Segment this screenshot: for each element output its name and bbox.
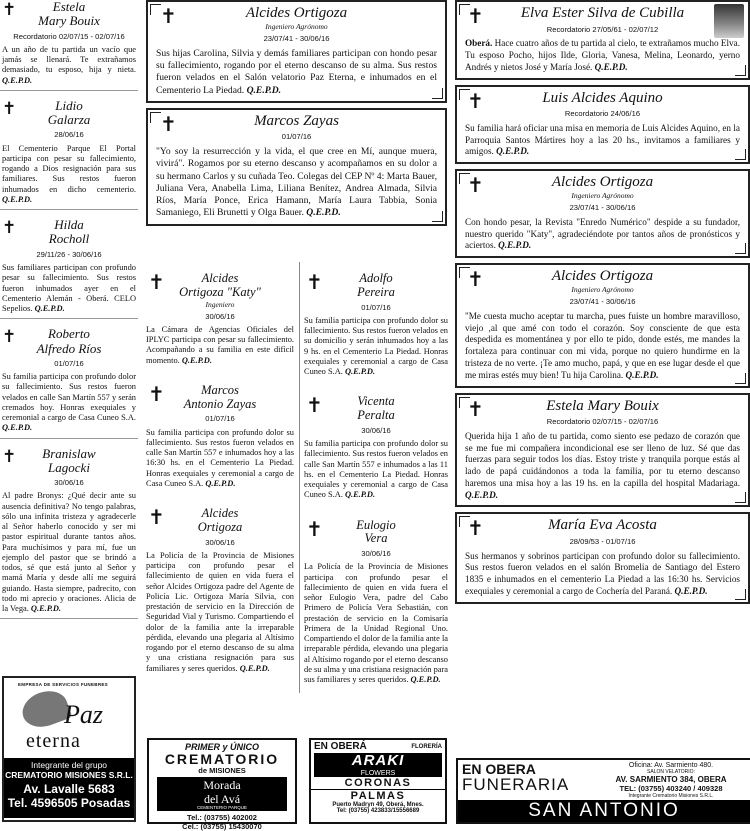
notice-date: 23/07/41 - 30/06/16 (263, 34, 330, 44)
column-right (455, 0, 750, 609)
notice-text (465, 217, 740, 252)
araki-line-6: PALMAS (350, 789, 406, 802)
notice-body: "Yo soy la resurrección y la vida, el que cree en Mí, aunque muera, vivirá". Rogamos por su eterno descanso y acompañamos en su dolor a su hermano Carlos y su cuñada Teo. Colegas del CEP Nº 4: Marta Bauer, Juliana Vera, Anabella Lima, Liliana Benítez, Andrea Almada, Silvia Ríos, María Ponce, Erica Hamann, María Laura Tabbia, Sonia Samaniego, Eli Brunetti y Olga Bauer. (156, 146, 437, 219)
araki-line-7: Puerto Madryn 49, Oberá, Mnes. (332, 801, 424, 808)
deceased-name: Elva Ester Silva de Cubilla (520, 5, 685, 21)
notice-date: Recordatorio 02/07/15 - 02/07/16 (546, 417, 659, 427)
obituary-notice (304, 509, 448, 686)
notice-text (465, 123, 740, 158)
notice-body: Sus hijas Carolina, Silvia y demás familiares participan con hondo pesar su fallecimiento, rogando por el eterno descanso de su alma. Sus restos fueron velados en el Salón velatorio Paz Eterna, e inhumados en el Cementerio La Piedad. (156, 47, 437, 96)
paz-line-2: CREMATORIO MISIONES S.R.L. (5, 770, 133, 780)
deceased-name: Marcos Antonio Zayas (183, 382, 257, 411)
notice-text (465, 311, 740, 382)
notice-date: 29/11/26 - 30/06/16 (36, 249, 102, 259)
split-column-left (146, 262, 294, 682)
obituary-box (455, 169, 750, 258)
paz-brand-2: eterna (26, 730, 81, 752)
deceased-name: Alcides Ortigoza "Katy" (179, 271, 261, 299)
notice-body: Su familia participa con profundo dolor su fallecimiento. Sus restos fueron velados en calle San Martín 557 y serán cremados hoy. Honras exequiales y ceremonial a cargo de Casa Cuneo S.A. (2, 372, 136, 423)
cross-icon: ✝ (467, 396, 484, 421)
crem-line-7: Tel.: (03755) 402002 (187, 813, 257, 822)
notice-text (2, 263, 136, 314)
cross-icon: ✝ (467, 267, 484, 292)
notice-text (2, 45, 136, 86)
notice-body: Al padre Bronys: ¿Qué decir ante su ausencia definitiva? No tengo palabras, sólo una infinita tristeza y agradecerle al Señor haberlo conocido y ser mi pastor espiritual durante tantos años. Para muchísimos y para mí, fue un ejemplo del pastor que se brindó a todos, sé que está junto al Señor y mamá María y desde allí me seguirá guiando. Hasta siempre, padrecito, con todo mi aprecio y oraciones. Alicia de la Vega. (2, 491, 136, 614)
deceased-name: Branislaw Lagocki (42, 445, 96, 475)
cross-icon: ✝ (160, 4, 177, 28)
deceased-name: Hilda Rocholl (48, 217, 90, 247)
sa-office: Oficina: Av. Sarmiento 480. (628, 762, 714, 769)
obituary-box (146, 0, 447, 103)
notice-date: 01/07/16 (205, 414, 235, 424)
paz-tagline: EMPRESA DE SERVICIOS FUNEBRES (18, 682, 108, 687)
obituary-notice (304, 385, 448, 500)
notice-text (465, 551, 740, 598)
obituary-notice (304, 262, 448, 377)
notice-body: Con hondo pesar, la Revista "Enredo Numérico" despide a su fundador, nuestro querido "Katy", agradeciéndote por tantos años de pronósticos y aciertos. (465, 216, 740, 251)
notice-text (156, 48, 437, 97)
column-middle (146, 0, 447, 231)
sa-line-2: FUNERARIA (462, 775, 570, 794)
notice-date: 28/09/53 - 01/07/16 (569, 536, 636, 546)
notice-body: "Me cuesta mucho aceptar tu marcha, pues fuiste un hombre maravilloso, viejo ,al que amé con todo el corazón. Soy consciente de que esta despedida es momentánea y por ello te pido, donde estés, me mandes la fortaleza para continuar con mi vida, porque no quiero hundirme en la tristeza de no verte. ¡Te amo mucho, papá, y que en ese lugar desde el que me miras estés muy bien! Tu hija Carolina. (465, 310, 740, 380)
crem-line-1: PRIMER y ÚNICO (184, 742, 259, 752)
cross-icon: ✝ (148, 270, 165, 294)
notice-text (304, 439, 448, 501)
deceased-title: Ingeniero (205, 299, 235, 309)
column-left (0, 0, 138, 623)
portrait-photo (714, 4, 744, 38)
notice-body: La Cámara de Agencias Oficiales del IPLYC participa con pesar su fallecimiento. Acompañando a su familia en este difícil momento. (146, 324, 294, 365)
notice-text (465, 431, 740, 502)
notice-text (2, 372, 136, 434)
cross-icon: ✝ (467, 516, 484, 541)
araki-ad (309, 738, 447, 824)
deceased-name: Vicenta Peralta (357, 394, 395, 422)
deceased-title: Ingeniero Agrónomo (571, 284, 634, 294)
notice-text (465, 38, 740, 73)
crematorio-ad (147, 738, 297, 831)
crem-line-4: Morada (203, 778, 241, 792)
crem-line-8: Cel.: (03755) 15430070 (182, 822, 262, 831)
deceased-name: Estela Mary Bouix (38, 0, 100, 29)
cross-icon: ✝ (2, 327, 17, 348)
paz-eterna-ad (2, 676, 136, 822)
deceased-name: Estela Mary Bouix (546, 397, 659, 414)
notice-text (146, 551, 294, 674)
notice-text (2, 144, 136, 206)
qepd-tag: Q.E.P.D. (2, 75, 33, 85)
notice-date: 30/06/16 (361, 549, 391, 558)
notice-text (146, 325, 294, 366)
notice-date: 01/07/16 (54, 358, 84, 368)
obituary-notice (0, 323, 138, 438)
deceased-name: Luis Alcides Aquino (542, 89, 663, 106)
qepd-tag: Q.E.P.D. (625, 369, 659, 380)
notice-date: 30/06/16 (54, 478, 84, 488)
cross-icon: ✝ (2, 218, 17, 239)
sa-line-3: SAN ANTONIO (458, 800, 750, 822)
deceased-name: Eulogio Vera (356, 517, 396, 546)
notice-text (304, 316, 448, 378)
deceased-name: Roberto Alfredo Ríos (36, 326, 102, 356)
sa-line-1: EN OBERA (462, 761, 536, 777)
notice-lead: Oberá. (465, 38, 493, 49)
notice-date: 23/07/41 - 30/06/16 (569, 203, 636, 213)
qepd-tag: Q.E.P.D. (2, 423, 33, 433)
cross-icon: ✝ (2, 446, 17, 467)
crem-line-5: del Avá (203, 792, 241, 806)
qepd-tag: Q.E.P.D. (496, 146, 530, 157)
notice-body: Su familia participa con profundo dolor su fallecimiento. Sus restos fueron velados en calle San Martín 557 e inhumados hoy a las 16:30 hs. en el Cementerio La Piedad. Honras exequiales y ceremonial a cargo de Casa Cuneo S.A. (146, 427, 294, 488)
qepd-tag: Q.E.P.D. (498, 240, 532, 251)
deceased-name: Alcides Ortigoza (551, 174, 654, 191)
qepd-tag: Q.E.P.D. (34, 304, 65, 314)
notice-body: Hace cuatro años de tu partida al cielo, te extrañamos mucho Elva. Tu esposo Pocho, hijos Ilde, Gloria, Vanesa, Melina, Leonardo, yerno Andrés y nietos José y María José. (465, 38, 741, 72)
notice-text (146, 428, 294, 490)
qepd-tag: Q.E.P.D. (239, 663, 270, 673)
sa-address: AV. SARMIENTO 384, OBERA (615, 775, 727, 784)
notice-body: El Cementerio Parque El Portal participa con pesar su fallecimiento, rogando a Dios resignación para sus familiares. Sus restos fueron inhumados en dicho cementerio. (2, 143, 136, 194)
crem-line-6: CEMENTERIO PARQUE (197, 805, 247, 810)
obituary-box (455, 263, 750, 387)
obituary-notice (0, 443, 138, 620)
qepd-tag: Q.E.P.D. (344, 367, 376, 376)
qepd-tag: Q.E.P.D. (246, 84, 282, 96)
notice-body: Su familia participa con profundo dolor su fallecimiento. Sus restos fueron velados en su domicilio y serán inhumados hoy a las 9 hs. en el Cementerio La Piedad. Honras exequiales y ceremonial a cargo de Casa Cuneo S.A. (304, 315, 448, 376)
obituary-box (455, 0, 750, 80)
obituary-notice (146, 262, 294, 366)
obituary-box (146, 108, 447, 226)
cross-icon: ✝ (467, 4, 484, 28)
notice-body: A un año de tu partida un vacío que jamás se llenará. Te extrañamos demasiado, tu esposo, hija y nieta. (2, 44, 136, 75)
qepd-tag: Q.E.P.D. (205, 478, 236, 488)
notice-date: 30/06/16 (205, 537, 235, 547)
cross-icon: ✝ (306, 270, 323, 294)
notice-date: Recordatorio 24/06/16 (564, 109, 641, 119)
qepd-tag: Q.E.P.D. (2, 194, 33, 204)
notice-body: Sus hermanos y sobrinos participan con profundo dolor su fallecimiento. Sus restos fueron velados en el salón Bromelia de Santiago del Estero 1835 e inhumados en el cementerio La Piedad a las 16:30 hs. Servicios exequiales y ceremonial a cargo de Cochería del Paraná. (465, 550, 740, 596)
notice-date: 30/06/16 (361, 425, 391, 435)
qepd-tag: Q.E.P.D. (410, 675, 441, 684)
cross-icon: ✝ (148, 381, 165, 406)
notice-text (156, 146, 437, 220)
paz-brand-1: Paz (64, 700, 103, 729)
qepd-tag: Q.E.P.D. (465, 489, 499, 500)
paz-line-4: Tel. 4596505 Posadas (7, 796, 131, 810)
paz-line-3: Av. Lavalle 5683 (23, 782, 115, 796)
cross-icon: ✝ (2, 0, 17, 20)
deceased-name: Lidio Galarza (47, 97, 91, 128)
qepd-tag: Q.E.P.D. (594, 61, 628, 72)
san-antonio-ad (456, 758, 750, 824)
notice-date: Recordatorio 27/05/61 - 02/07/12 (546, 24, 659, 34)
araki-line-8: Tel: (03755) 423833/15556689 (336, 807, 420, 814)
notice-body: Sus familiares participan con profundo pesar su fallecimiento. Sus restos fueron inhumados ayer en el Cementerio Alemán - Oberá. CELO Sepelios. (2, 263, 136, 314)
obituary-notice (146, 374, 294, 489)
deceased-name: María Eva Acosta (548, 517, 657, 534)
qepd-tag: Q.E.P.D. (344, 490, 376, 500)
deceased-name: Alcides Ortigoza (245, 5, 348, 21)
notice-body: Su familia hará oficiar una misa en memoria de Luis Alcides Aquino, en la Parroquia Santos Mártires hoy a las 20 hs., invitamos a familiares y amigos. (465, 122, 740, 157)
obituary-notice (146, 497, 294, 674)
notice-date: 01/07/16 (281, 132, 312, 142)
deceased-name: Adolfo Pereira (357, 271, 395, 299)
cross-icon: ✝ (306, 393, 323, 418)
qepd-tag: Q.E.P.D. (674, 585, 708, 596)
notice-date: 01/07/16 (361, 302, 391, 312)
araki-line-4: FLOWERS (360, 769, 396, 777)
obituary-notice (0, 95, 138, 210)
notice-body: Su familia participa con profundo dolor su fallecimiento. Sus restos fueron velados en calle San Martín 557 e inhumados a las 11 hs. en el Cementerio La Piedad. Honras exequiales y ceremonial a cargo de Casa Cuneo S.A. (304, 439, 448, 500)
notice-text (2, 491, 136, 614)
deceased-name: Marcos Zayas (254, 112, 339, 129)
sa-group: Integrante Crematorio Misiones S.R.L. (628, 793, 714, 799)
obituary-box (455, 393, 750, 508)
split-column-right (299, 262, 448, 693)
deceased-title: Ingeniero Agrónomo (265, 21, 328, 31)
obituary-notice (0, 0, 138, 91)
crem-line-3: de MISIONES (198, 766, 246, 775)
cross-icon: ✝ (148, 505, 165, 530)
deceased-title: Ingeniero Agrónomo (571, 190, 634, 200)
cross-icon: ✝ (467, 173, 484, 198)
qepd-tag: Q.E.P.D. (306, 207, 341, 219)
obituary-notice (0, 214, 138, 319)
cross-icon: ✝ (160, 111, 177, 136)
notice-text (304, 562, 448, 685)
cross-icon: ✝ (467, 88, 484, 113)
crem-line-2: CREMATORIO (164, 751, 280, 767)
paz-line-1: Integrante del grupo (30, 760, 108, 770)
notice-body: La Policía de la Provincia de Misiones participa con profundo pesar el fallecimiento de quien en vida fuera el señor Alcides Ortigoza padre del Agente de Policía Lic. Ortigoza María Silvia, con prestación de servicio en la Dirección de Seguridad Vial y Turismo. Compartiendo el dolor de la familia ante la irreparable pérdida, elevando una plegaria al Altísimo rogando por el eterno descanso de su alma y una cristiana resignación para sus familiares y seres queridos. (146, 550, 294, 673)
notice-date: 28/06/16 (54, 130, 84, 140)
notice-date: Recordatorio 02/07/15 - 02/07/16 (13, 31, 125, 41)
qepd-tag: Q.E.P.D. (181, 355, 212, 365)
sa-salon: SALON VELATORIO: (647, 769, 695, 775)
cross-icon: ✝ (2, 98, 17, 119)
araki-line-3: ARAKI (351, 752, 405, 769)
notice-body: La Policía de la Provincia de Misiones participa con profundo pesar el fallecimiento de quien en vida fuera el señor Eulogio Vera, padre del Cabo Primero de Policía Vera Sebastián, con prestación de servicio en la Comisaría Primera de la Unidad Regional Uno. Compartiendo el dolor de la familia ante la irreparable pérdida, elevando una plegaria al Altísimo rogando por el eterno descanso de su alma y una cristiana resignación para sus familiares y seres queridos. (304, 562, 448, 684)
notice-date: 30/06/16 (205, 311, 235, 321)
qepd-tag: Q.E.P.D. (30, 604, 62, 614)
notice-body: Querida hija 1 año de tu partida, como siento ese pedazo de corazón que se me fue mi compañera incondicional ese ser lleno de luz. Sé que das fuerzas para seguir todos los días. Estoy triste y tranquila porque estás al lado de papá cuidándonos a toda la familia, por tu eterno descanso haremos una misa hoy a las 19 hs. en la capilla del hospital Madariaga. (465, 430, 740, 488)
cross-icon: ✝ (306, 516, 323, 541)
araki-line-2: FLORERÍA (411, 744, 442, 750)
obituary-box (455, 512, 750, 603)
deceased-name: Alcides Ortigoza (551, 268, 654, 285)
araki-line-1: EN OBERÁ (314, 741, 367, 752)
araki-line-5: CORONAS (311, 777, 445, 790)
deceased-name: Alcides Ortigoza (197, 506, 243, 534)
obituary-box (455, 85, 750, 165)
sa-tel: TEL: (03755) 403240 / 409328 (619, 784, 723, 793)
notice-date: 23/07/41 - 30/06/16 (569, 297, 636, 307)
